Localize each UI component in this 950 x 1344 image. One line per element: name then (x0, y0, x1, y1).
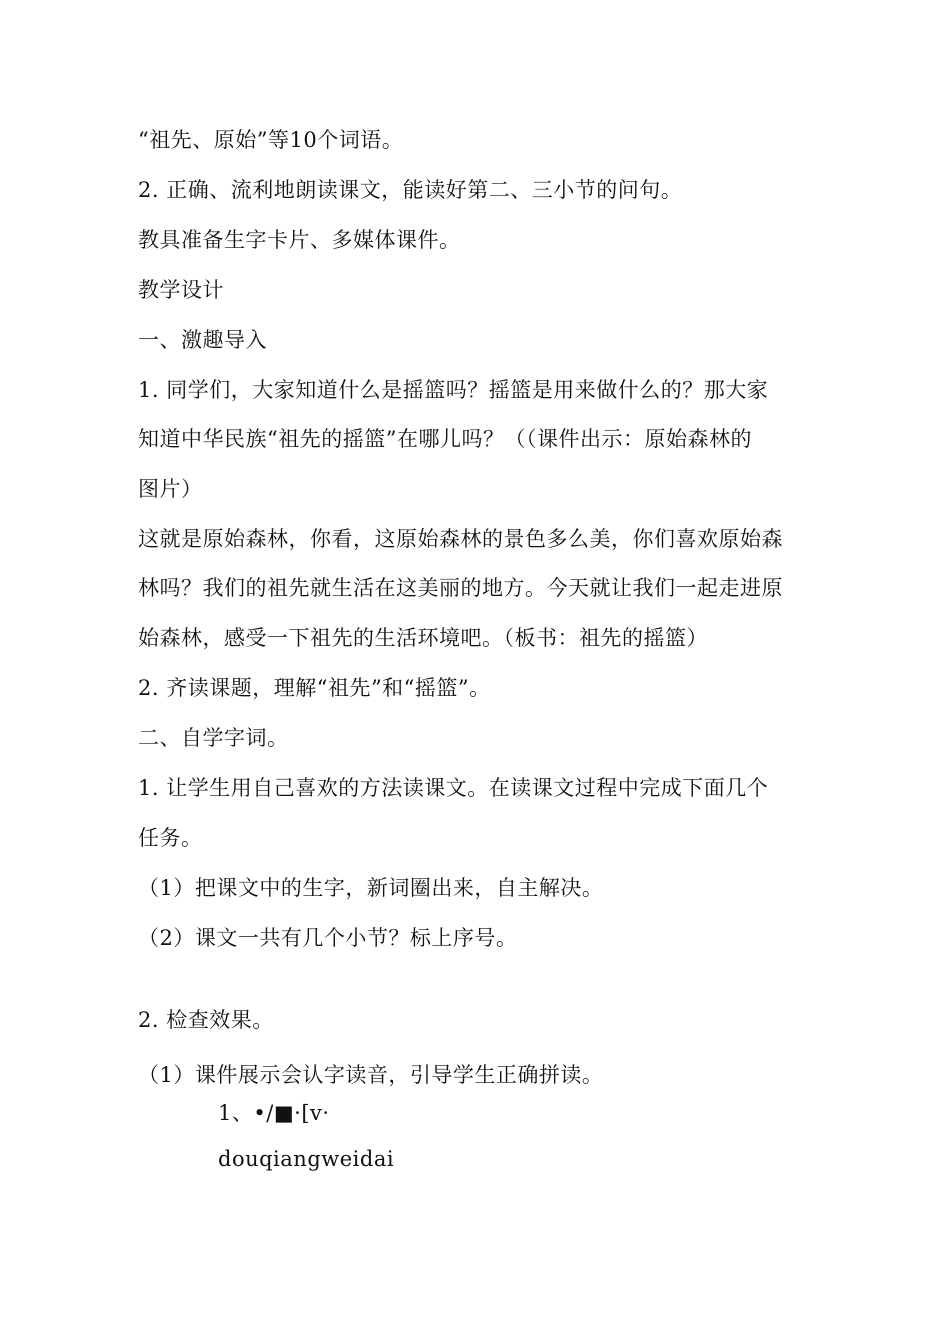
section-heading-self-study: 二、自学字词。 (138, 726, 289, 750)
text-line-8: 图片） (138, 477, 203, 501)
text-line-17: （2）课文一共有几个小节？标上序号。 (138, 926, 518, 950)
text-line-18: 2. 检查效果。 (138, 1008, 274, 1032)
section-heading-intro: 一、激趣导入 (138, 328, 267, 352)
text-line-9: 这就是原始森林，你看，这原始森林的景色多么美，你们喜欢原始森 (138, 527, 783, 551)
text-line-7: 知道中华民族“祖先的摇篮”在哪儿吗？（（课件出示：原始森林的 (138, 427, 752, 451)
text-line-19: （1）课件展示会认字读音，引导学生正确拼读。 (138, 1063, 604, 1087)
garbled-symbol-line: 1、•/■·[v· (218, 1101, 330, 1125)
section-heading-teaching-design: 教学设计 (138, 278, 224, 302)
text-line-2: 2. 正确、流利地朗读课文，能读好第二、三小节的问句。 (138, 178, 683, 202)
text-line-12: 2. 齐读课题，理解“祖先”和“摇篮”。 (138, 676, 491, 700)
text-line-15: 任务。 (138, 826, 203, 850)
text-line-3: 教具准备生字卡片、多媒体课件。 (138, 228, 461, 252)
text-line-1: “祖先、原始”等10个词语。 (138, 128, 404, 152)
text-line-6: 1. 同学们，大家知道什么是摇篮吗？摇篮是用来做什么的？那大家 (138, 378, 769, 402)
text-line-10: 林吗？我们的祖先就生活在这美丽的地方。今天就让我们一起走进原 (138, 576, 783, 600)
pinyin-line: douqiangweidai (218, 1147, 395, 1171)
text-line-16: （1）把课文中的生字，新词圈出来，自主解决。 (138, 876, 604, 900)
text-line-14: 1. 让学生用自己喜欢的方法读课文。在读课文过程中完成下面几个 (138, 776, 769, 800)
text-line-11: 始森林，感受一下祖先的生活环境吧。（板书：祖先的摇篮） (138, 626, 708, 650)
